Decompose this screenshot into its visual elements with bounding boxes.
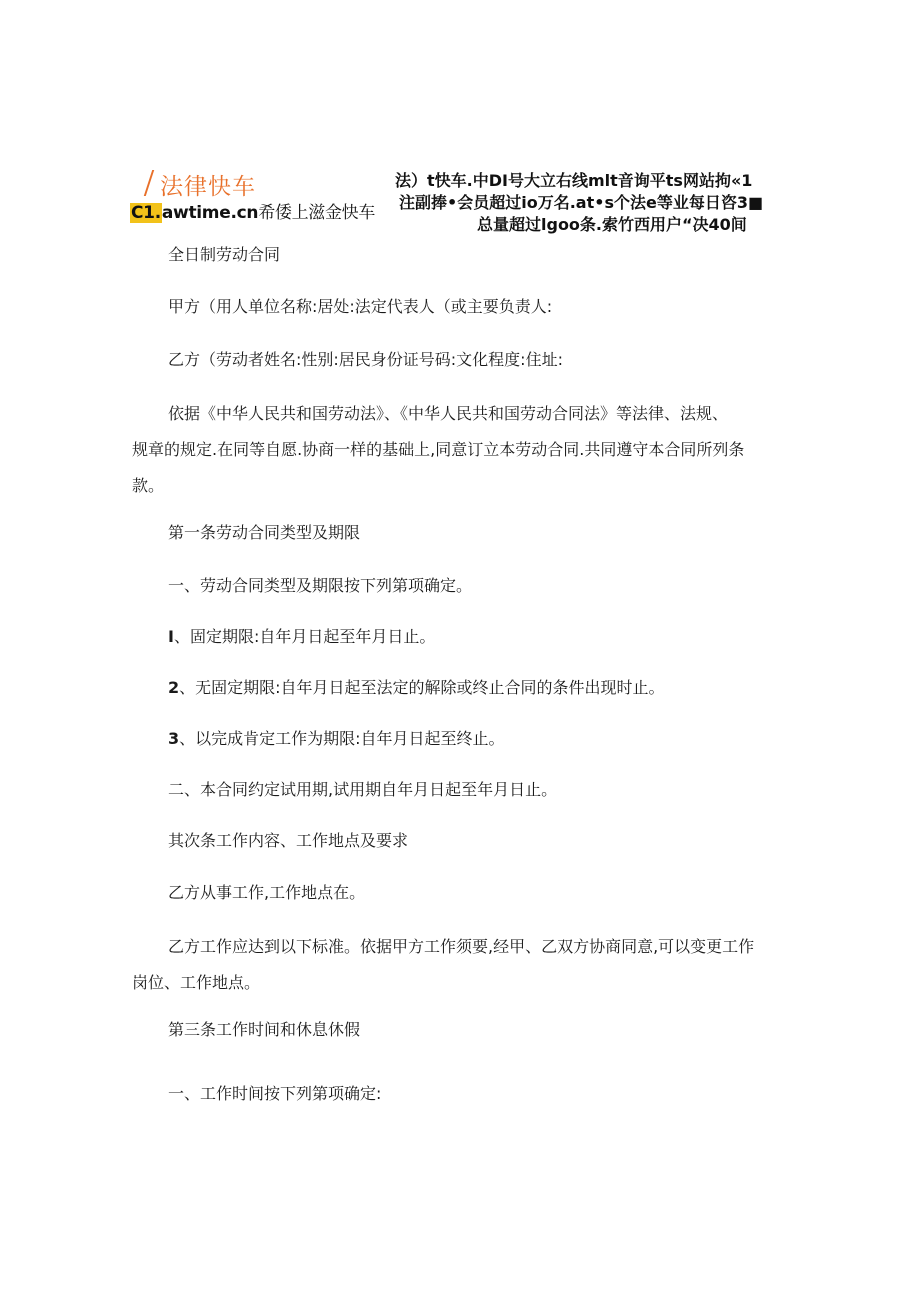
article-1-item-1: 一、劳动合同类型及期限按下列第项确定。	[168, 576, 473, 595]
site-logo[interactable]	[130, 168, 376, 224]
party-b-line: 乙方（劳动者姓名:性别:居民身份证号码:文化程度:住址:	[168, 350, 563, 369]
article-1-sub-1	[168, 620, 788, 654]
sub-number: I	[168, 627, 174, 646]
header-slogan	[395, 170, 765, 236]
basis-line: 规章的规定.在同等自愿.协商一样的基础上,同意订立本劳动合同.共同遵守本合同所列条	[132, 440, 745, 459]
sub-number: 3	[168, 729, 180, 748]
slogan-line: 法）t快车.中DI号大立右线mlt音询平ts网站拘«1	[395, 171, 753, 190]
basis-line: 款。	[132, 476, 165, 495]
logo-highlight: C1.	[131, 203, 161, 223]
logo-name: 法律快车	[160, 174, 256, 200]
article-1-item-2: 二、本合同约定试用期,试用期自年月日起至年月日止。	[168, 780, 558, 799]
basis-line: 依据《中华人民共和国劳动法》、《中华人民共和国劳动合同法》等法律、法规、	[168, 404, 729, 423]
article-1-sub-2	[168, 671, 788, 705]
party-a-line: 甲方（用人单位名称:居处:法定代表人（或主要负责人:	[168, 297, 553, 316]
article-2-title: 其次条工作内容、工作地点及要求	[168, 831, 409, 850]
article-1-title: 第一条劳动合同类型及期限	[168, 523, 361, 542]
logo-slash-mark	[144, 170, 154, 196]
article-3-item-1: 一、工作时间按下列第项确定:	[168, 1084, 382, 1103]
sub-text: 、固定期限:自年月日起至年月日止。	[173, 627, 436, 646]
article-2-para-1: 乙方从事工作,工作地点在。	[168, 883, 366, 902]
para-line: 岗位、工作地点。	[132, 973, 261, 992]
logo-domain-text: awtime.cn	[161, 203, 259, 223]
slogan-line: 注副捧•会员超过io万名.at•s个法e等业每日咨3■	[399, 193, 764, 212]
article-3-title: 第三条工作时间和休息休假	[168, 1020, 361, 1039]
article-1-sub-3	[168, 722, 788, 756]
sub-number: 2	[168, 678, 180, 697]
slogan-line: 总量超过lgoo条.索竹西用户“决40间	[477, 215, 747, 234]
logo-domain	[130, 198, 375, 223]
logo-tail: 希倭上滋金快车	[258, 203, 376, 223]
article-2-para-2	[132, 929, 792, 1001]
para-line: 乙方工作应达到以下标准。依据甲方工作须要,经甲、乙双方协商同意,可以变更工作	[168, 937, 755, 956]
document-title: 全日制劳动合同	[168, 245, 281, 264]
basis-paragraph	[132, 396, 792, 504]
sub-text: 、以完成肯定工作为期限:自年月日起至终止。	[179, 729, 505, 748]
sub-text: 、无固定期限:自年月日起至法定的解除或终止合同的条件出现时止。	[179, 678, 665, 697]
